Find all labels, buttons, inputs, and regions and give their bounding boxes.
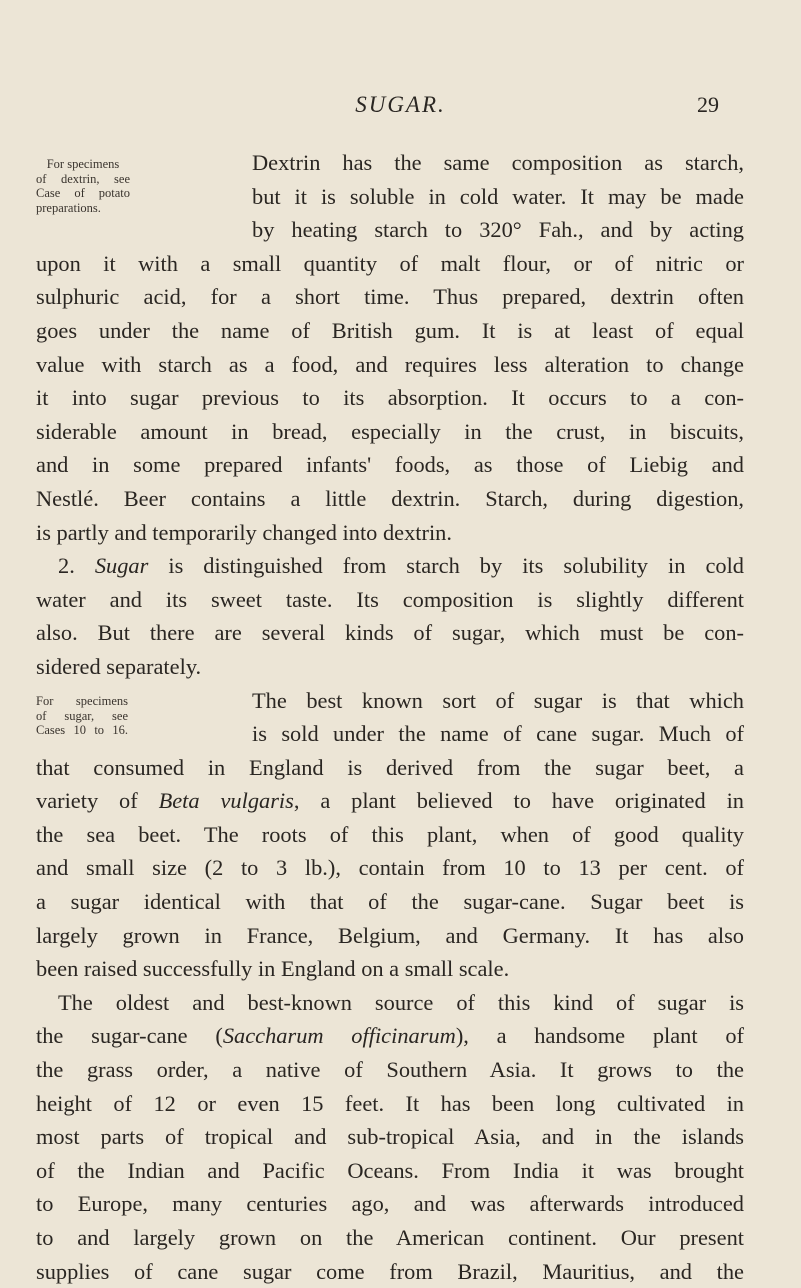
text-line: largely grown in France, Belgium, and Germany. It has also bbox=[36, 922, 744, 948]
text-line: and in some prepared infants' foods, as those of Liebig and bbox=[36, 452, 744, 478]
running-head: SUGAR. bbox=[355, 92, 446, 117]
text-line: most parts of tropical and sub-tropical Asia, and in the islands bbox=[36, 1124, 744, 1150]
text-line: of the Indian and Pacific Oceans. From India it was brought bbox=[36, 1157, 744, 1183]
margin-note-line: For specimens bbox=[46, 157, 120, 171]
text-line: the sea beet. The roots of this plant, when of good quality bbox=[36, 821, 744, 847]
text-line: is sold under the name of cane sugar. Much of bbox=[252, 721, 744, 747]
text-line: supplies of cane sugar come from Brazil, Mauritius, and the bbox=[36, 1258, 744, 1284]
text-line: and small size (2 to 3 lb.), contain from 10 to 13 per cent. of bbox=[36, 855, 744, 881]
text-line: variety of Beta vulgaris, a plant believed to have originated in bbox=[36, 788, 744, 814]
text-line: siderable amount in bread, especially in the crust, in biscuits, bbox=[36, 418, 744, 444]
text-line: a sugar identical with that of the sugar-cane. Sugar beet is bbox=[36, 889, 744, 915]
text-line: also. But there are several kinds of sugar, which must be con- bbox=[36, 620, 744, 646]
text-line: to and largely grown on the American continent. Our present bbox=[36, 1225, 744, 1250]
text-line: to Europe, many centuries ago, and was afterwards introduced bbox=[36, 1191, 744, 1217]
text-line: by heating starch to 320° Fah., and by acting bbox=[252, 217, 744, 243]
margin-note-line: Cases 10 to 16. bbox=[36, 723, 128, 737]
text-line: The oldest and best-known source of this kind of sugar is bbox=[58, 989, 744, 1015]
text-line: 2. Sugar is distinguished from starch by its solubility in cold bbox=[58, 553, 744, 579]
text-line: goes under the name of British gum. It is at least of equal bbox=[36, 317, 744, 343]
text-line: the sugar-cane (Saccharum officinarum), a handsome plant of bbox=[36, 1023, 745, 1049]
body-text bbox=[36, 146, 744, 1288]
page-number: 29 bbox=[697, 92, 719, 117]
margin-note-line: For specimens bbox=[36, 694, 128, 708]
text-line: that consumed in England is derived from the sugar beet, a bbox=[36, 754, 744, 780]
text-line: sulphuric acid, for a short time. Thus prepared, dextrin often bbox=[36, 284, 744, 310]
text-line: but it is soluble in cold water. It may be made bbox=[252, 183, 744, 209]
text-line: it into sugar previous to its absorption. It occurs to a con- bbox=[36, 385, 744, 411]
text-line: sidered separately. bbox=[36, 653, 202, 679]
text-line: The best known sort of sugar is that which bbox=[252, 687, 744, 713]
margin-note-line: of sugar, see bbox=[36, 708, 128, 723]
text-line: Dextrin has the same composition as starch, bbox=[252, 150, 744, 175]
text-line: upon it with a small quantity of malt flour, or of nitric or bbox=[36, 250, 744, 276]
margin-note-line: of dextrin, see bbox=[36, 171, 130, 186]
text-line: the grass order, a native of Southern Asia. It grows to the bbox=[36, 1057, 744, 1083]
text-line: been raised successfully in England on a small scale. bbox=[36, 956, 510, 982]
text-line: is partly and temporarily changed into dextrin. bbox=[36, 519, 452, 545]
text-line: Nestlé. Beer contains a little dextrin. Starch, during digestion, bbox=[36, 485, 744, 511]
text-line: value with starch as a food, and requires less alteration to change bbox=[36, 351, 744, 377]
page-header bbox=[0, 92, 801, 122]
margin-note-line: preparations. bbox=[36, 200, 101, 215]
text-line: height of 12 or even 15 feet. It has been long cultivated in bbox=[36, 1090, 744, 1116]
margin-note-line: Case of potato bbox=[36, 186, 130, 200]
text-line: water and its sweet taste. Its composition is slightly different bbox=[36, 586, 744, 612]
